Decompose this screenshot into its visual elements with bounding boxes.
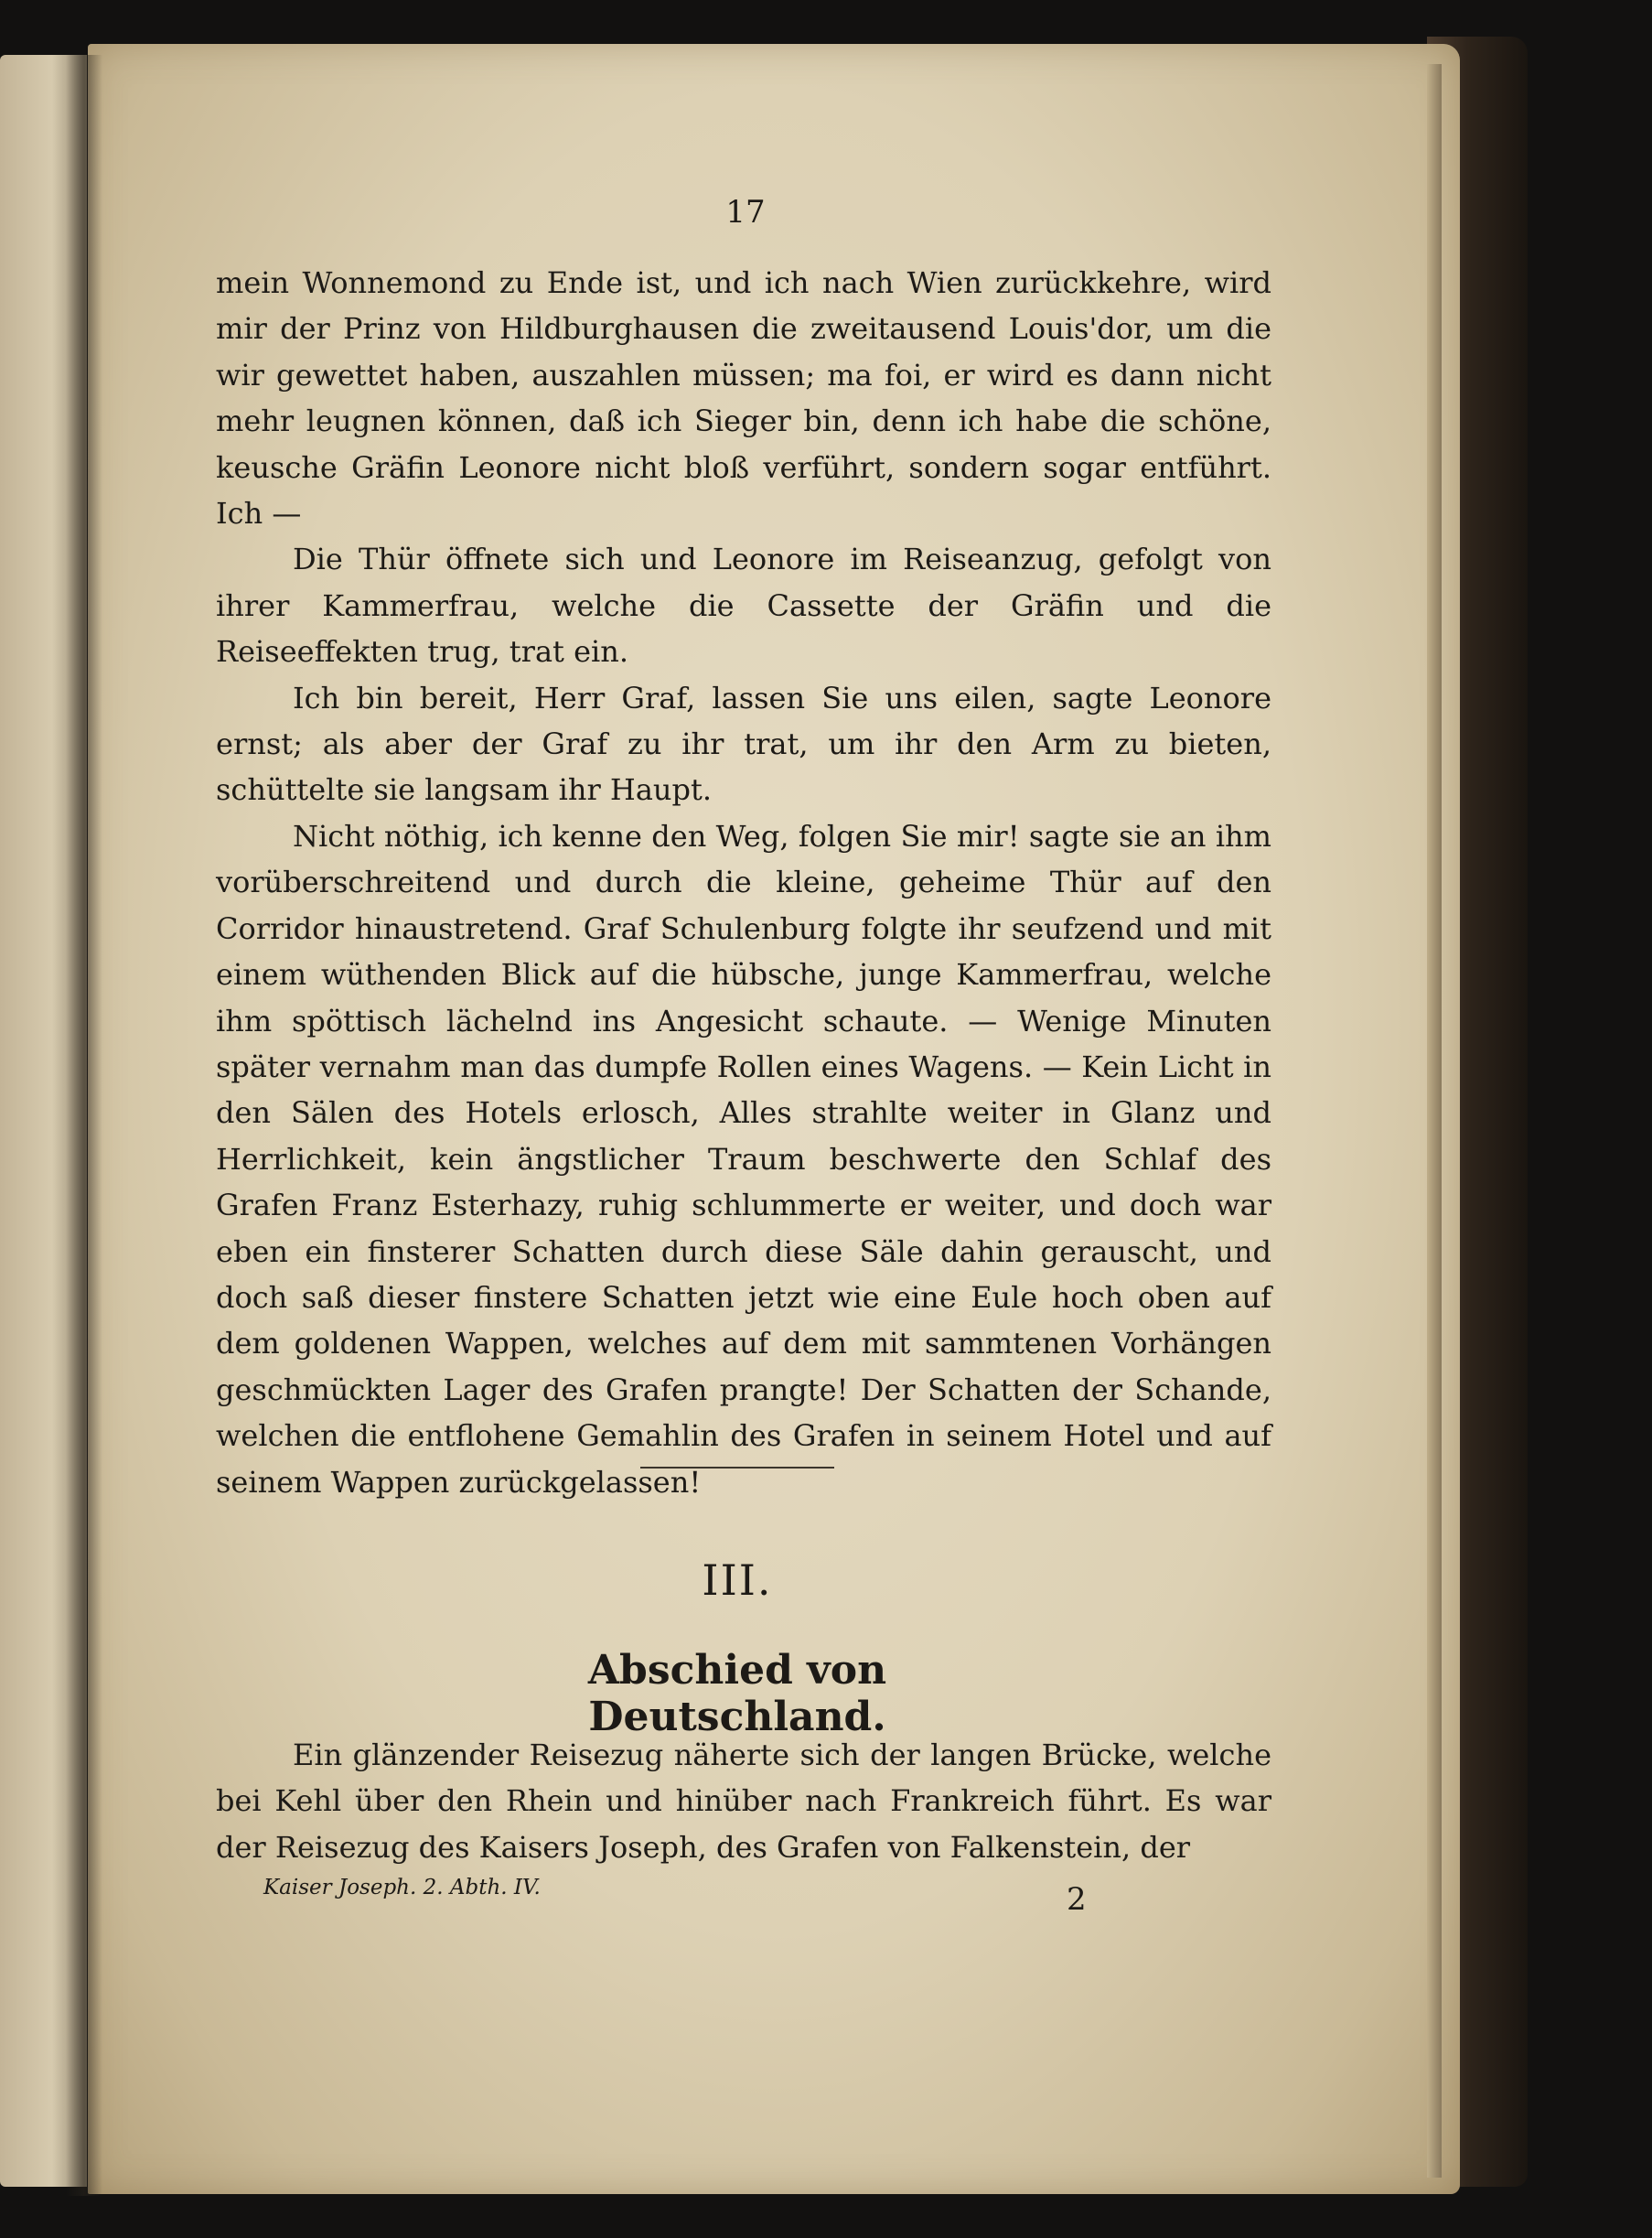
page-number: 17 <box>725 194 766 231</box>
paragraph: Ein glänzender Reisezug näherte sich der langen Brücke, welche bei Kehl über den Rhein und hinüber nach Frankreich führt. Es war der Reisezug des Kaisers Joseph, des Grafen von Falkenstein, der <box>216 1738 1271 1865</box>
signature-line: Kaiser Joseph. 2. Abth. IV. <box>263 1876 541 1899</box>
paragraph: mein Wonnemond zu Ende ist, und ich nach Wien zurückkehre, wird mir der Prinz von Hildburghausen die zweitausend Louis'dor, um die wir gewettet haben, auszahlen müssen; ma foi, er wird es dann nicht mehr leugnen können, daß ich Sieger bin, denn ich habe die schöne, keusche Gräfin Leonore nicht bloß verführt, sondern sogar entführt. Ich — <box>216 265 1271 532</box>
page-stack-edge <box>1427 64 1442 2178</box>
chapter-title: Abschied von Deutschland. <box>587 1647 887 1740</box>
chapter-text <box>216 1732 1271 1870</box>
paragraph: Nicht nöthig, ich kenne den Weg, folgen Sie mir! sagte sie an ihm vorüberschreitend und durch die kleine, geheime Thür auf den Corridor hinaustretend. Graf Schulenburg folgte ihr seufzend und mit einem wüthenden Blick auf die hübsche, junge Kammerfrau, welche ihm spöttisch lächelnd ins Angesicht schaute. — Wenige Minuten später vernahm man das dumpfe Rollen eines Wagens. — Kein Licht in den Sälen des Hotels erlosch, Alles strahlte weiter in Glanz und Herrlichkeit, kein ängstlicher Traum beschwerte den Schlaf des Grafen Franz Esterhazy, ruhig schlummerte er weiter, und doch war eben ein finsterer Schatten durch diese Säle dahin gerauscht, und doch saß dieser finstere Schatten jetzt wie eine Eule hoch oben auf dem goldenen Wappen, welches auf dem mit sammtenen Vorhängen geschmückten Lager des Grafen prangte! Der Schatten der Schande, welchen die entflohene Gemahlin des Grafen in seinem Hotel und auf seinem Wappen zurückgelassen! <box>216 818 1271 1500</box>
section-divider <box>640 1467 834 1469</box>
body-text <box>216 260 1271 1505</box>
signature-number: 2 <box>1067 1881 1087 1918</box>
spine-shadow <box>66 55 102 2196</box>
chapter-number: III. <box>702 1555 773 1605</box>
paragraph: Die Thür öffnete sich und Leonore im Reiseanzug, gefolgt von ihrer Kammerfrau, welche die Cassette der Gräfin und die Reiseeffekten trug, trat ein. <box>216 542 1271 670</box>
paragraph: Ich bin bereit, Herr Graf, lassen Sie uns eilen, sagte Leonore ernst; als aber der Graf zu ihr trat, um ihr den Arm zu bieten, schüttelte sie langsam ihr Haupt. <box>216 680 1271 808</box>
